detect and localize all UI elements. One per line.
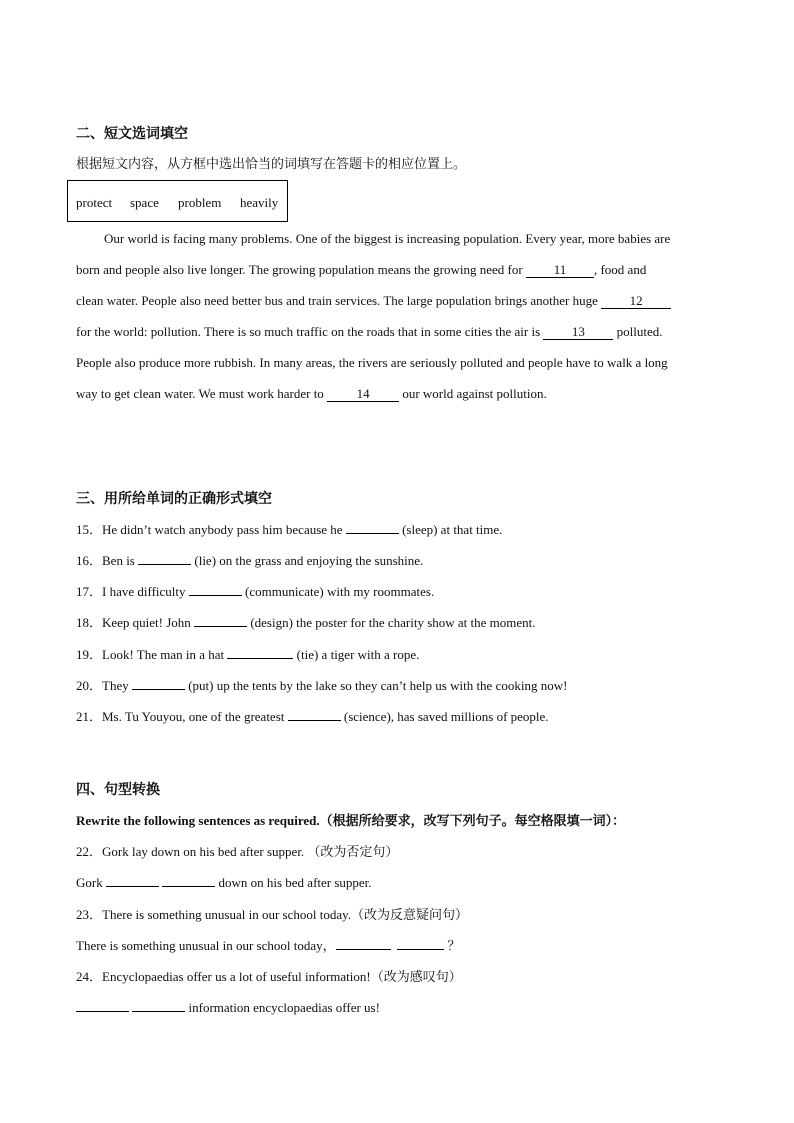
- question-22: 22．Gork lay down on his bed after supper. （改为否定句）: [76, 844, 399, 859]
- passage-line: Our world is facing many problems. One of the biggest is increasing population. Every year, more babies are: [104, 231, 671, 246]
- answer-blank[interactable]: [288, 720, 341, 721]
- question-text: (tie) a tiger with a rope.: [293, 647, 420, 662]
- passage-text: born and people also live longer. The growing population means the growing need for: [76, 262, 526, 277]
- question-23: 23．There is something unusual in our school today.（改为反意疑问句）: [76, 907, 469, 922]
- passage-text: way to get clean water. We must work harder to: [76, 386, 328, 401]
- question-21: [76, 709, 549, 725]
- question-15: [76, 522, 502, 538]
- answer-blank[interactable]: [194, 626, 247, 627]
- passage-text: polluted.: [613, 324, 663, 339]
- question-text: 18．Keep quiet! John: [76, 615, 195, 630]
- passage-line: [76, 293, 671, 309]
- section-4-instruction: Rewrite the following sentences as required.（根据所给要求，改写下列句子。每空格限填一词）：: [76, 813, 626, 828]
- answer-blank[interactable]: [138, 564, 191, 565]
- question-text: (science), has saved millions of people.: [340, 709, 549, 724]
- passage-line: [76, 262, 646, 278]
- passage-line: People also produce more rubbish. In many areas, the rivers are seriously polluted and people have to walk a long: [76, 355, 668, 370]
- blank-12[interactable]: 12: [601, 294, 671, 309]
- passage-text: , food and: [593, 262, 647, 277]
- passage-text: for the world: pollution. There is so much traffic on the roads that in some cities the air is: [76, 324, 544, 339]
- answer-text: Gork: [76, 875, 106, 890]
- question-text: 19．Look! The man in a hat: [76, 647, 228, 662]
- question-text: (put) up the tents by the lake so they can’t help us with the cooking now!: [184, 678, 568, 693]
- blank-14[interactable]: 14: [327, 387, 399, 402]
- blank-13[interactable]: 13: [543, 325, 613, 340]
- question-text: (sleep) at that time.: [398, 522, 503, 537]
- answer-blank[interactable]: [132, 689, 185, 690]
- passage-line: [76, 386, 547, 402]
- word-option: problem: [178, 195, 222, 210]
- answer-blank[interactable]: [189, 595, 242, 596]
- answer-blank[interactable]: [346, 533, 399, 534]
- section-2-instruction: 根据短文内容，从方框中选出恰当的词填写在答题卡的相应位置上。: [76, 157, 467, 172]
- question-text: 21．Ms. Tu Youyou, one of the greatest: [76, 709, 288, 724]
- answer-text: information encyclopaedias offer us!: [185, 1000, 380, 1015]
- word-option: space: [130, 195, 159, 210]
- question-text: (communicate) with my roommates.: [241, 584, 435, 599]
- answer-blank[interactable]: [106, 886, 159, 887]
- section-4-heading: 四、句型转换: [76, 782, 160, 798]
- answer-text: ？: [447, 938, 461, 953]
- question-text: 16．Ben is: [76, 553, 139, 568]
- passage-text: clean water. People also need better bus and train services. The large population brings another huge: [76, 293, 602, 308]
- answer-blank[interactable]: [336, 949, 391, 950]
- passage-text: our world against pollution.: [399, 386, 547, 401]
- answer-blank[interactable]: [76, 1011, 129, 1012]
- question-16: [76, 553, 423, 569]
- word-option: protect: [76, 195, 113, 210]
- answer-22: [76, 875, 372, 891]
- question-20: [76, 678, 567, 694]
- answer-blank[interactable]: [227, 658, 293, 659]
- question-24: 24．Encyclopaedias offer us a lot of useful information!（改为感叹句）: [76, 969, 462, 984]
- passage-line: [76, 324, 663, 340]
- section-3-heading: 三、用所给单词的正确形式填空: [76, 491, 272, 507]
- blank-11[interactable]: 11: [526, 263, 594, 278]
- word-box: [67, 180, 288, 222]
- answer-23: [76, 938, 460, 954]
- answer-text: There is something unusual in our school today，: [76, 938, 336, 953]
- answer-blank[interactable]: [397, 949, 444, 950]
- answer-24: [76, 1000, 380, 1016]
- question-text: 15．He didn’t watch anybody pass him because he: [76, 522, 346, 537]
- answer-text: down on his bed after supper.: [218, 875, 372, 890]
- question-text: 17．I have difficulty: [76, 584, 189, 599]
- question-18: [76, 615, 536, 631]
- question-text: 20．They: [76, 678, 132, 693]
- answer-blank[interactable]: [132, 1011, 185, 1012]
- answer-blank[interactable]: [162, 886, 215, 887]
- question-17: [76, 584, 434, 600]
- question-text: (design) the poster for the charity show at the moment.: [247, 615, 536, 630]
- question-text: (lie) on the grass and enjoying the sunshine.: [191, 553, 424, 568]
- word-option: heavily: [240, 195, 279, 210]
- section-2-heading: 二、短文选词填空: [76, 126, 188, 142]
- question-19: [76, 647, 419, 663]
